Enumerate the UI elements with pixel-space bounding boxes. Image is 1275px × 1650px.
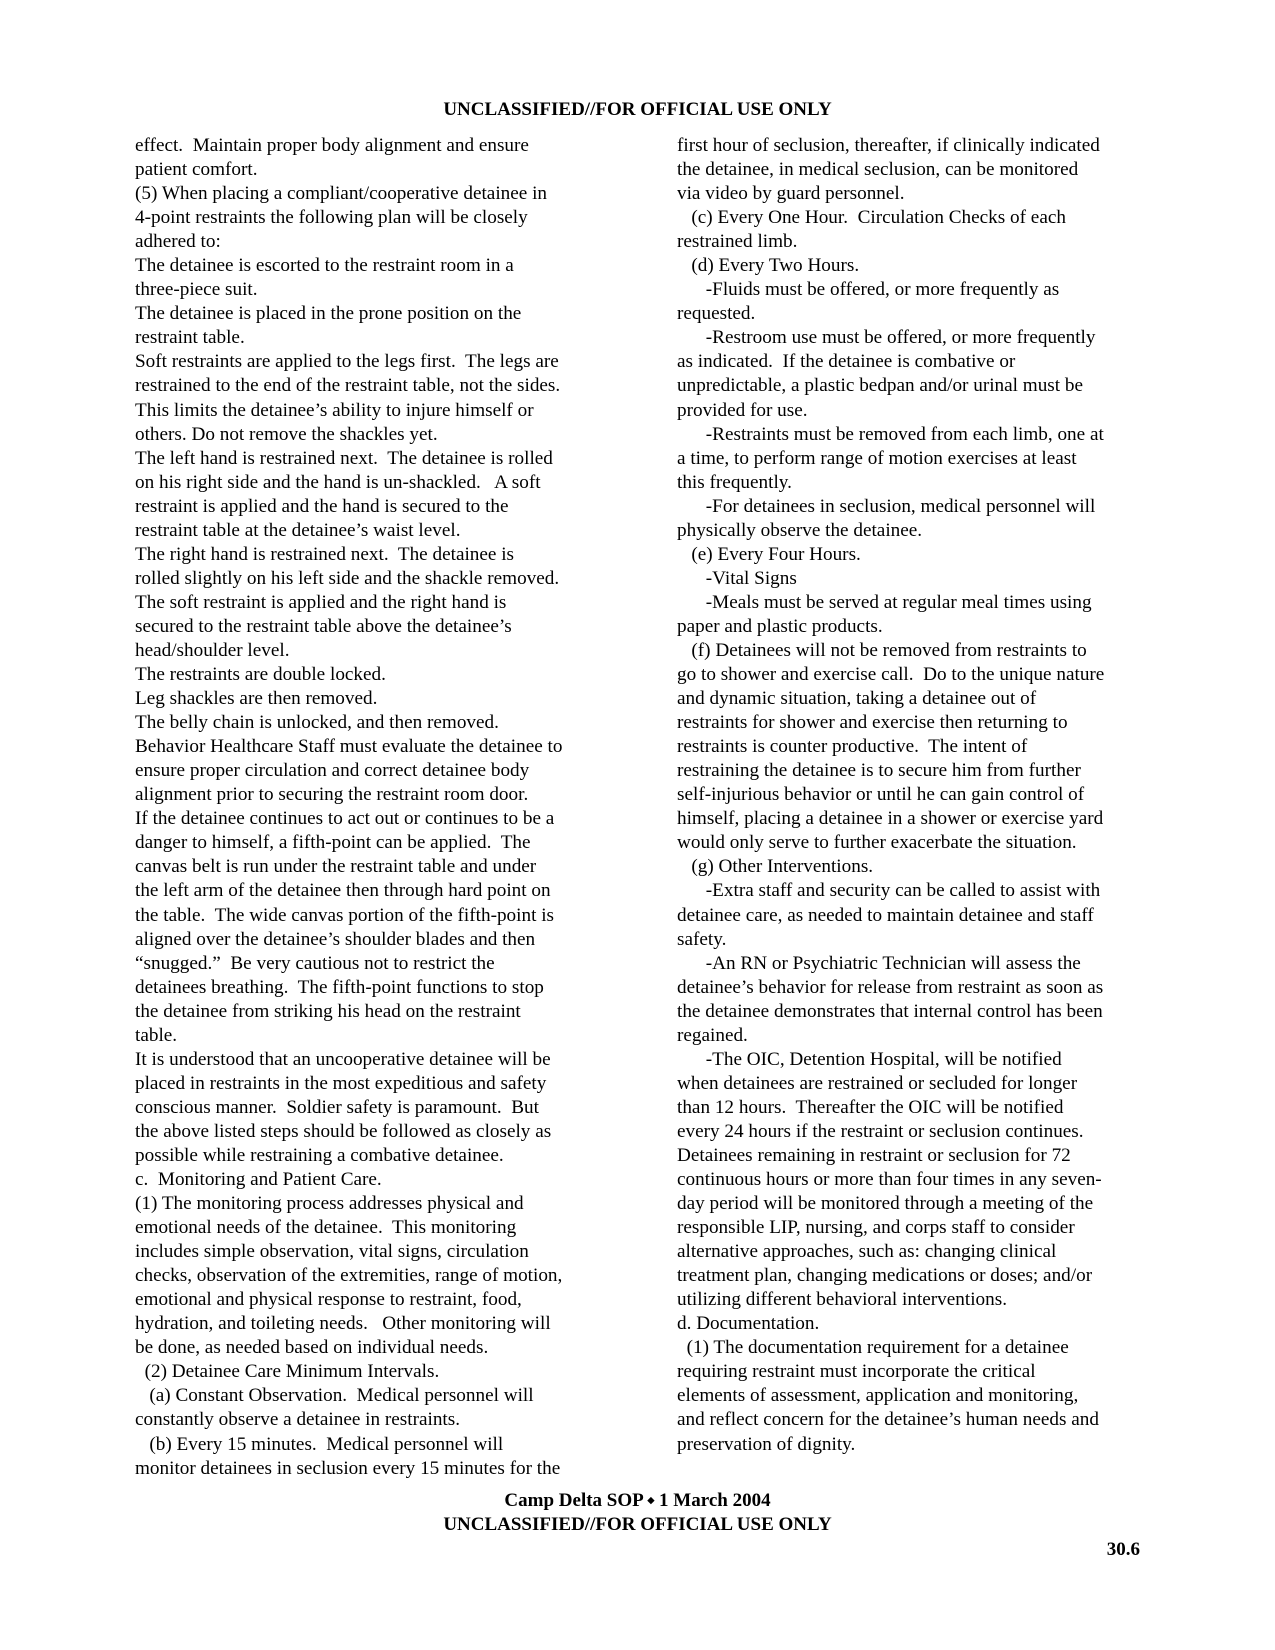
text-line: conscious manner. Soldier safety is paramount. But: [135, 1096, 539, 1118]
text-line: requested.: [677, 303, 756, 325]
text-line: this frequently.: [677, 471, 792, 493]
text-line: the detainee, in medical seclusion, can be monitored: [677, 159, 1079, 181]
text-line: be done, as needed based on individual needs.: [135, 1337, 489, 1359]
text-line: Leg shackles are then removed.: [135, 688, 378, 710]
text-line: the detainee from striking his head on the restraint: [135, 1000, 521, 1022]
text-line: -Extra staff and security can be called to assist with: [677, 880, 1101, 902]
text-line: possible while restraining a combative detainee.: [135, 1144, 504, 1166]
text-line: restraints for shower and exercise then returning to: [677, 712, 1068, 734]
text-line: unpredictable, a plastic bedpan and/or urinal must be: [677, 375, 1084, 397]
text-line: -The OIC, Detention Hospital, will be notified: [677, 1048, 1062, 1070]
text-line: (b) Every 15 minutes. Medical personnel will: [135, 1433, 504, 1455]
text-line: -For detainees in seclusion, medical personnel will: [677, 495, 1096, 517]
page-footer: [0, 1489, 1275, 1537]
footer-classification: UNCLASSIFIED//FOR OFFICIAL USE ONLY: [443, 1514, 832, 1535]
text-line: every 24 hours if the restraint or seclusion continues.: [677, 1120, 1084, 1142]
text-line: If the detainee continues to act out or continues to be a: [135, 808, 555, 830]
text-line: -Restraints must be removed from each limb, one at: [677, 423, 1104, 445]
text-line: go to shower and exercise call. Do to the unique nature: [677, 664, 1105, 686]
page-number: 30.6: [1106, 1539, 1140, 1560]
footer-title: Camp Delta SOP ⬩ 1 March 2004: [504, 1490, 771, 1511]
text-line: (5) When placing a compliant/cooperative detainee in: [135, 183, 548, 205]
text-line: and dynamic situation, taking a detainee out of: [677, 688, 1037, 710]
text-line: The restraints are double locked.: [135, 664, 386, 686]
text-line: alternative approaches, such as: changing clinical: [677, 1241, 1057, 1263]
text-line: head/shoulder level.: [135, 639, 290, 661]
text-line: The detainee is escorted to the restraint room in a: [135, 255, 514, 277]
left-column: [135, 134, 610, 1481]
text-line: detainee’s behavior for release from restraint as soon as: [677, 976, 1104, 998]
text-line: checks, observation of the extremities, range of motion,: [135, 1265, 563, 1287]
text-line: patient comfort.: [135, 159, 258, 181]
text-line: on his right side and the hand is un-shackled. A soft: [135, 471, 541, 493]
text-line: and reflect concern for the detainee’s human needs and: [677, 1409, 1099, 1431]
text-line: This limits the detainee’s ability to injure himself or: [135, 399, 534, 421]
text-line: via video by guard personnel.: [677, 183, 905, 205]
text-line: The left hand is restrained next. The detainee is rolled: [135, 447, 553, 469]
text-line: danger to himself, a fifth-point can be applied. The: [135, 832, 531, 854]
text-line: The detainee is placed in the prone position on the: [135, 303, 522, 325]
page-header: [0, 98, 1275, 122]
right-column: [677, 134, 1147, 1457]
text-line: (g) Other Interventions.: [677, 856, 874, 878]
text-line: day period will be monitored through a meeting of the: [677, 1193, 1094, 1215]
text-line: d. Documentation.: [677, 1313, 820, 1335]
text-line: (1) The documentation requirement for a detainee: [677, 1337, 1069, 1359]
text-line: paper and plastic products.: [677, 615, 883, 637]
text-line: elements of assessment, application and monitoring,: [677, 1385, 1079, 1407]
text-line: would only serve to further exacerbate the situation.: [677, 832, 1077, 854]
text-line: ensure proper circulation and correct detainee body: [135, 760, 530, 782]
text-line: when detainees are restrained or secluded for longer: [677, 1072, 1078, 1094]
text-line: the above listed steps should be followed as closely as: [135, 1120, 552, 1142]
text-line: -An RN or Psychiatric Technician will assess the: [677, 952, 1081, 974]
text-line: Soft restraints are applied to the legs first. The legs are: [135, 351, 559, 373]
text-line: It is understood that an uncooperative detainee will be: [135, 1048, 551, 1070]
text-line: (c) Every One Hour. Circulation Checks of each: [677, 207, 1066, 229]
text-line: -Fluids must be offered, or more frequently as: [677, 279, 1060, 301]
text-line: secured to the restraint table above the detainee’s: [135, 615, 512, 637]
text-line: restraint table at the detainee’s waist level.: [135, 519, 461, 541]
text-line: aligned over the detainee’s shoulder blades and then: [135, 928, 536, 950]
text-line: requiring restraint must incorporate the critical: [677, 1361, 1036, 1383]
text-line: table.: [135, 1024, 178, 1046]
text-line: a time, to perform range of motion exercises at least: [677, 447, 1077, 469]
text-line: restraint is applied and the hand is secured to the: [135, 495, 509, 517]
text-line: restraints is counter productive. The intent of: [677, 736, 1028, 758]
text-line: responsible LIP, nursing, and corps staff to consider: [677, 1217, 1075, 1239]
text-line: physically observe the detainee.: [677, 519, 923, 541]
text-line: (f) Detainees will not be removed from restraints to: [677, 639, 1087, 661]
text-line: Behavior Healthcare Staff must evaluate the detainee to: [135, 736, 563, 758]
text-line: preservation of dignity.: [677, 1433, 856, 1455]
text-line: detainees breathing. The fifth-point functions to stop: [135, 976, 544, 998]
text-line: hydration, and toileting needs. Other monitoring will: [135, 1313, 551, 1335]
text-line: self-injurious behavior or until he can gain control of: [677, 784, 1085, 806]
text-line: regained.: [677, 1024, 748, 1046]
text-line: (a) Constant Observation. Medical personnel will: [135, 1385, 534, 1407]
text-line: (1) The monitoring process addresses physical and: [135, 1193, 524, 1215]
text-line: restraint table.: [135, 327, 245, 349]
text-line: -Restroom use must be offered, or more frequently: [677, 327, 1096, 349]
text-line: includes simple observation, vital signs, circulation: [135, 1241, 529, 1263]
text-line: constantly observe a detainee in restraints.: [135, 1409, 461, 1431]
text-line: (d) Every Two Hours.: [677, 255, 860, 277]
text-line: himself, placing a detainee in a shower or exercise yard: [677, 808, 1104, 830]
text-line: 4-point restraints the following plan will be closely: [135, 207, 528, 229]
text-line: detainee care, as needed to maintain detainee and staff: [677, 904, 1094, 926]
text-line: others. Do not remove the shackles yet.: [135, 423, 438, 445]
text-line: restraining the detainee is to secure him from further: [677, 760, 1081, 782]
text-line: placed in restraints in the most expeditious and safety: [135, 1072, 547, 1094]
text-line: -Vital Signs: [677, 567, 797, 589]
text-line: -Meals must be served at regular meal times using: [677, 591, 1092, 613]
text-line: utilizing different behavioral interventions.: [677, 1289, 1008, 1311]
text-line: the table. The wide canvas portion of the fifth-point is: [135, 904, 554, 926]
text-line: continuous hours or more than four times in any seven-: [677, 1169, 1102, 1191]
text-line: adhered to:: [135, 231, 221, 253]
text-line: restrained to the end of the restraint table, not the sides.: [135, 375, 561, 397]
text-line: safety.: [677, 928, 727, 950]
text-line: c. Monitoring and Patient Care.: [135, 1169, 382, 1191]
text-line: (e) Every Four Hours.: [677, 543, 861, 565]
text-line: treatment plan, changing medications or doses; and/or: [677, 1265, 1093, 1287]
header-classification: UNCLASSIFIED//FOR OFFICIAL USE ONLY: [443, 99, 832, 120]
text-line: than 12 hours. Thereafter the OIC will be notified: [677, 1096, 1064, 1118]
text-line: as indicated. If the detainee is combative or: [677, 351, 1016, 373]
text-line: the detainee demonstrates that internal control has been: [677, 1000, 1103, 1022]
text-line: The belly chain is unlocked, and then removed.: [135, 712, 499, 734]
text-line: The right hand is restrained next. The detainee is: [135, 543, 515, 565]
text-line: monitor detainees in seclusion every 15 minutes for the: [135, 1457, 561, 1479]
text-line: the left arm of the detainee then through hard point on: [135, 880, 551, 902]
text-line: (2) Detainee Care Minimum Intervals.: [135, 1361, 440, 1383]
text-line: three-piece suit.: [135, 279, 258, 301]
text-line: The soft restraint is applied and the right hand is: [135, 591, 507, 613]
text-line: emotional and physical response to restraint, food,: [135, 1289, 522, 1311]
text-line: provided for use.: [677, 399, 808, 421]
text-line: Detainees remaining in restraint or seclusion for 72: [677, 1144, 1071, 1166]
text-line: “snugged.” Be very cautious not to restrict the: [135, 952, 495, 974]
text-line: first hour of seclusion, thereafter, if clinically indicated: [677, 135, 1100, 156]
text-line: alignment prior to securing the restraint room door.: [135, 784, 529, 806]
text-line: rolled slightly on his left side and the shackle removed.: [135, 567, 560, 589]
text-line: restrained limb.: [677, 231, 798, 253]
text-line: canvas belt is run under the restraint table and under: [135, 856, 537, 878]
text-line: emotional needs of the detainee. This monitoring: [135, 1217, 517, 1239]
text-line: effect. Maintain proper body alignment and ensure: [135, 135, 529, 156]
